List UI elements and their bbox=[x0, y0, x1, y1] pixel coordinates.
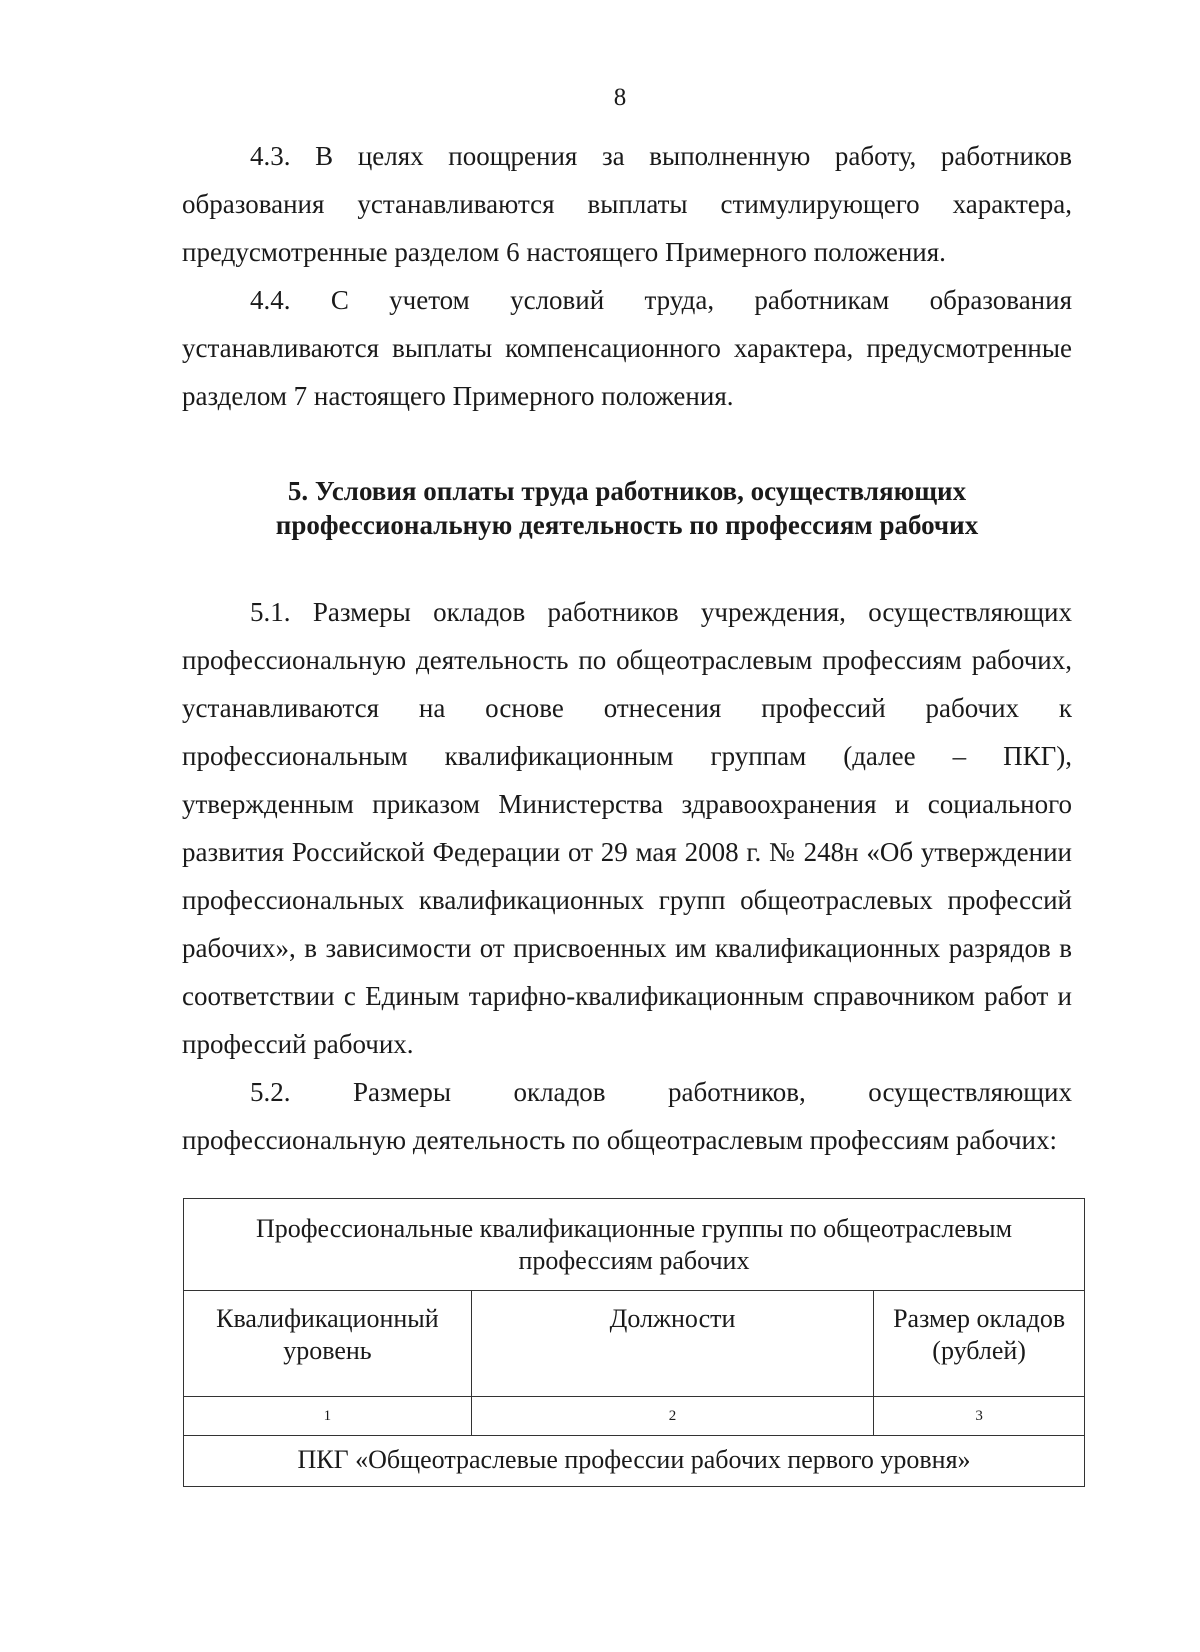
paragraph-4-3: 4.3. В целях поощрения за выполненную работу, работников образования устанавливаются выплаты стимулирующего характера, предусмотренные разделом 6 настоящего Примерного положения. bbox=[182, 141, 1072, 267]
header-salary-size bbox=[874, 1291, 1085, 1397]
section-heading bbox=[182, 474, 1072, 542]
page-number: 8 bbox=[613, 84, 627, 111]
section-heading-line1: 5. Условия оплаты труда работников, осуществляющих bbox=[287, 476, 967, 506]
column-number-3: 3 bbox=[874, 1397, 1085, 1436]
table-column-number-row bbox=[184, 1397, 1085, 1436]
section-heading-line2: профессиональную деятельность по профессиям рабочих bbox=[275, 510, 979, 540]
paragraph-5-1: 5.1. Размеры окладов работников учреждения, осуществляющих профессиональную деятельность по общеотраслевым профессиям рабочих, устанавливаются на основе отнесения профессий рабочих к профессиональным квалификационным группам (далее – ПКГ), утвержденным приказом Министерства здравоохранения и социального развития Российской Федерации от 29 мая 2008 г. № 248н «Об утверждении профессиональных квалификационных групп общеотраслевых профессий рабочих», в зависимости от присвоенных им квалификационных разрядов в соответствии с Единым тарифно-квалификационным справочником работ и профессий рабочих. bbox=[182, 597, 1072, 1059]
table-title-cell bbox=[184, 1199, 1085, 1291]
header-qualification-level-line2: уровень bbox=[283, 1336, 372, 1365]
header-positions bbox=[471, 1291, 873, 1397]
table-title-row bbox=[184, 1199, 1085, 1291]
header-salary-size-line1: Размер окладов bbox=[893, 1304, 1066, 1333]
table-header-row bbox=[184, 1291, 1085, 1397]
document-body bbox=[182, 118, 1072, 1164]
column-number-1: 1 bbox=[184, 1397, 472, 1436]
header-positions-line1: Должности bbox=[609, 1304, 736, 1333]
table-title-line1: Профессиональные квалификационные группы по общеотраслевым bbox=[255, 1214, 1013, 1243]
paragraph-5-2: 5.2. Размеры окладов работников, осуществляющих профессиональную деятельность по общеотраслевым профессиям рабочих: bbox=[182, 1077, 1072, 1155]
column-number-2: 2 bbox=[471, 1397, 873, 1436]
header-salary-size-line2: (рублей) bbox=[932, 1336, 1026, 1365]
header-qualification-level-line1: Квалификационный bbox=[216, 1304, 439, 1333]
table-title-line2: профессиям рабочих bbox=[518, 1246, 750, 1275]
salary-table bbox=[183, 1198, 1085, 1487]
group-first-level: ПКГ «Общеотраслевые профессии рабочих первого уровня» bbox=[184, 1436, 1085, 1487]
header-qualification-level bbox=[184, 1291, 472, 1397]
paragraph-4-4: 4.4. С учетом условий труда, работникам образования устанавливаются выплаты компенсационного характера, предусмотренные разделом 7 настоящего Примерного положения. bbox=[182, 285, 1072, 411]
table-group-row bbox=[184, 1436, 1085, 1487]
